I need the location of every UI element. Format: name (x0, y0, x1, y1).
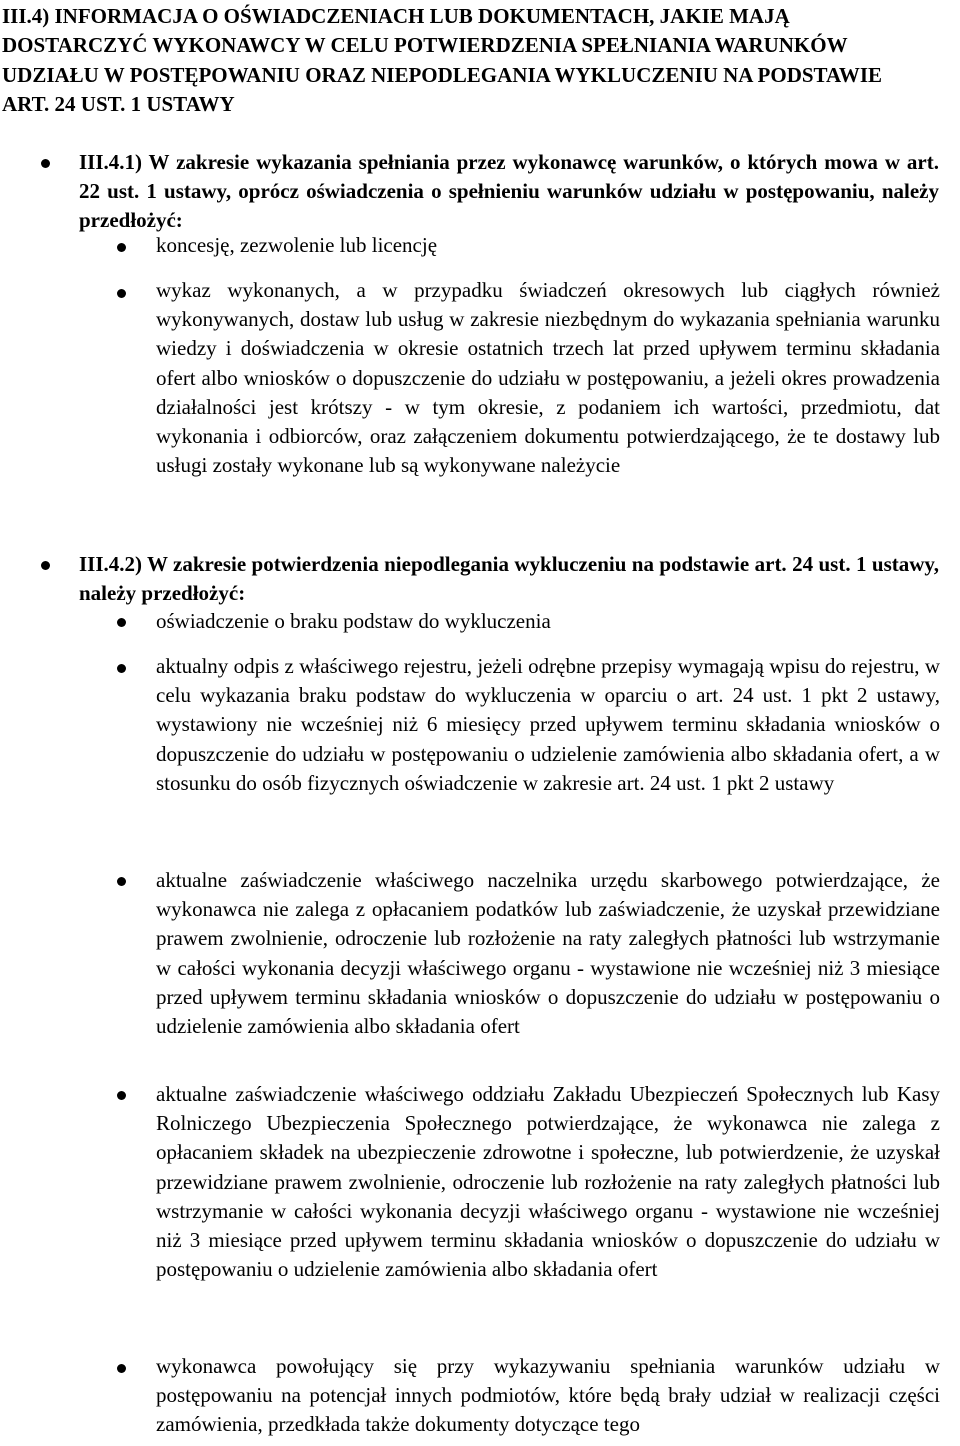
bullet-icon (117, 877, 126, 886)
section-2-item: oświadczenie o braku podstaw do wykluczenia (156, 609, 551, 633)
section-title: III.4) INFORMACJA O OŚWIADCZENIACH LUB DOKUMENTACH, JAKIE MAJĄ DOSTARCZYĆ WYKONAWCY W CELU POTWIERDZENIA SPEŁNIANIA WARUNKÓW UDZIAŁU W POSTĘPOWANIU ORAZ NIEPODLEGANIA WYKLUCZENIU NA PODSTAWIE ART. 24 UST. 1 USTAWY (2, 4, 883, 116)
section-1-item: koncesję, zezwolenie lub licencję (156, 233, 438, 257)
section-2-item: aktualny odpis z właściwego rejestru, jeżeli odrębne przepisy wymagają wpisu do rejestru, w celu wykazania braku podstaw do wykluczenia w oparciu o art. 24 ust. 1 pkt 2 ustawy, wystawiony nie wcześniej niż 6 miesięcy przed upływem terminu składania wniosków o dopuszczenie do udziału w postępowaniu o udzielenie zamówienia albo składania ofert, a w stosunku do osób fizycznych oświadczenie w zakresie art. 24 ust. 1 pkt 2 ustawy (156, 654, 940, 795)
bullet-icon (41, 561, 50, 570)
section-1-heading: III.4.1) W zakresie wykazania spełniania przez wykonawcę warunków, o których mowa w art. 22 ust. 1 ustawy, oprócz oświadczenia o spełnieniu warunków udziału w postępowaniu, należy przedłożyć: (79, 150, 939, 233)
bullet-icon (117, 664, 126, 673)
bullet-icon (117, 618, 126, 627)
bullet-icon (117, 1364, 126, 1373)
bullet-icon (117, 243, 126, 252)
section-1-item: wykaz wykonanych, a w przypadku świadczeń okresowych lub ciągłych również wykonywanych, dostaw lub usług w zakresie niezbędnym do wykazania spełniania warunku wiedzy i doświadczenia w okresie ostatnich trzech lat przed upływem terminu składania ofert albo wniosków o dopuszczenie do udziału w postępowaniu, a jeżeli okres prowadzenia działalności jest krótszy - w tym okresie, z podaniem ich wartości, przedmiotu, dat wykonania i odbiorców, oraz załączeniem dokumentu potwierdzającego, że te dostawy lub usługi zostały wykonane lub są wykonywane należycie (156, 278, 940, 478)
section-2-item: aktualne zaświadczenie właściwego oddziału Zakładu Ubezpieczeń Społecznych lub Kasy Rolniczego Ubezpieczenia Społecznego potwierdzające, że wykonawca nie zalega z opłacaniem składek na ubezpieczenie zdrowotne i społeczne, lub potwierdzenie, że uzyskał przewidziane prawem zwolnienie, odroczenie lub rozłożenie na raty zaległych płatności lub wstrzymanie w całości wykonania decyzji właściwego organu - wystawione nie wcześniej niż 3 miesiące przed upływem terminu składania wniosków o dopuszczenie do udziału w postępowaniu o udzielenie zamówienia albo składania ofert (156, 1082, 940, 1282)
bullet-icon (117, 289, 126, 298)
section-2-heading: III.4.2) W zakresie potwierdzenia niepodlegania wykluczeniu na podstawie art. 24 ust. 1 ustawy, należy przedłożyć: (79, 552, 939, 606)
section-2-item: wykonawca powołujący się przy wykazywaniu spełniania warunków udziału w postępowaniu na potencjał innych podmiotów, które będą brały udział w realizacji części zamówienia, przedkłada także dokumenty dotyczące tego (156, 1354, 940, 1437)
bullet-icon (117, 1091, 126, 1100)
bullet-icon (41, 159, 50, 168)
section-2-item: aktualne zaświadczenie właściwego naczelnika urzędu skarbowego potwierdzające, że wykonawca nie zalega z opłacaniem podatków lub zaświadczenie, że uzyskał przewidziane prawem zwolnienie, odroczenie lub rozłożenie na raty zaległych płatności lub wstrzymanie w całości wykonania decyzji właściwego organu - wystawione nie wcześniej niż 3 miesiące przed upływem terminu składania wniosków o dopuszczenie do udziału w postępowaniu o udzielenie zamówienia albo składania ofert (156, 868, 940, 1039)
